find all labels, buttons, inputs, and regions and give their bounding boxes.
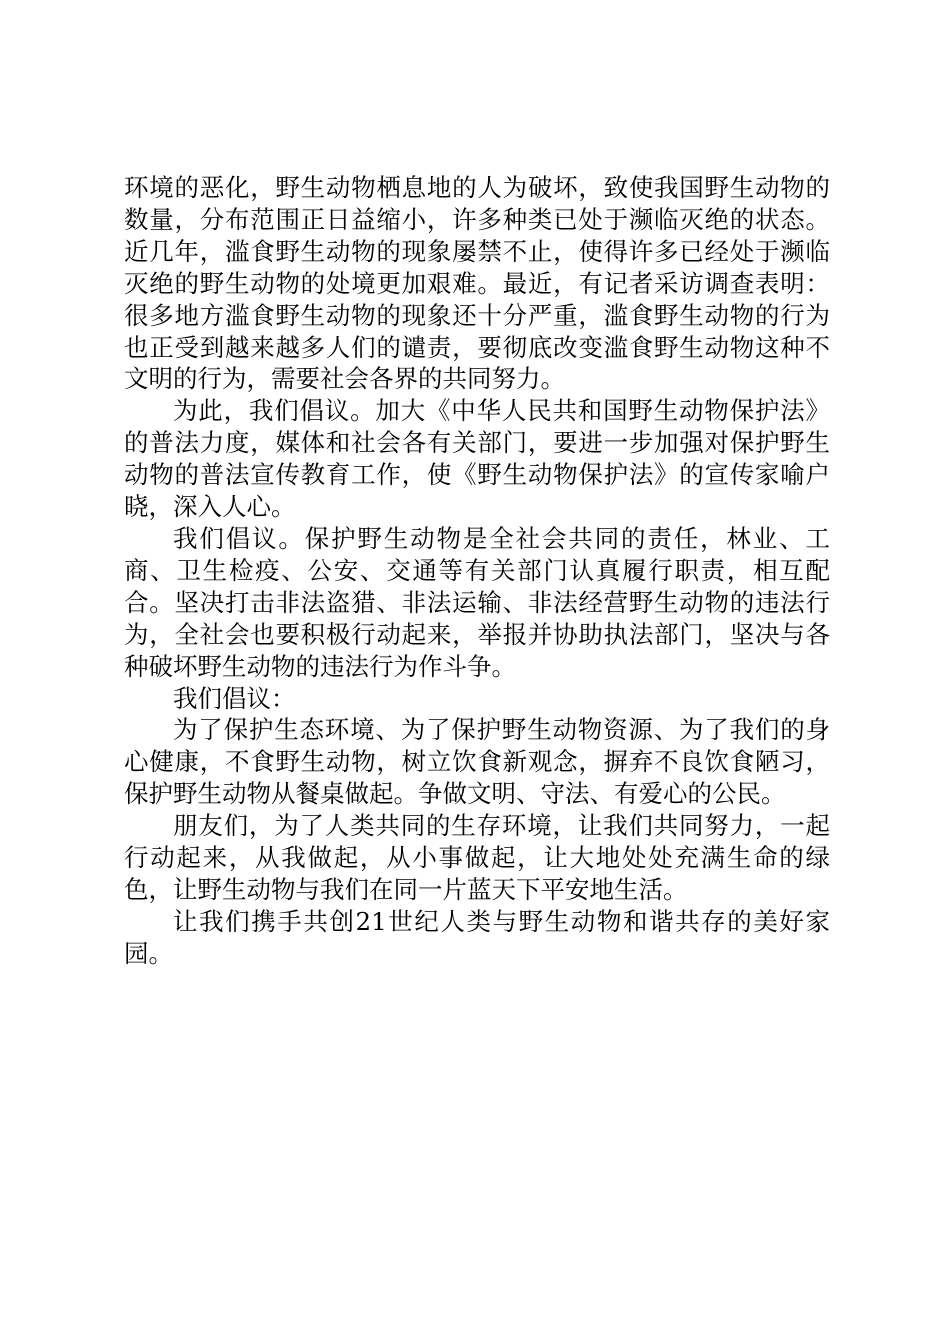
paragraph-7: 让我们携手共创21世纪人类与野生动物和谐共存的美好家园。 xyxy=(124,906,830,968)
paragraph-3: 我们倡议。保护野生动物是全社会共同的责任，林业、工商、卫生检疫、公安、交通等有关部门认真履行职责，相互配合。坚决打击非法盗猎、非法运输、非法经营野生动物的违法行为，全社会也要积极行动起来，举报并协助执法部门，坚决与各种破坏野生动物的违法行为作斗争。 xyxy=(124,523,830,681)
document-body xyxy=(124,172,830,970)
paragraph-6: 朋友们，为了人类共同的生存环境，让我们共同努力，一起行动起来，从我做起，从小事做起，让大地处处充满生命的绿色，让野生动物与我们在同一片蓝天下平安地生活。 xyxy=(124,811,830,904)
paragraph-1: 环境的恶化，野生动物栖息地的人为破坏，致使我国野生动物的数量，分布范围正日益缩小，许多种类已处于濒临灭绝的状态。近几年，滥食野生动物的现象屡禁不止，使得许多已经处于濒临灭绝的野生动物的处境更加艰难。最近，有记者采访调查表明：很多地方滥食野生动物的现象还十分严重，滥食野生动物的行为也正受到越来越多人们的谴责，要彻底改变滥食野生动物这种不文明的行为，需要社会各界的共同努力。 xyxy=(124,173,830,394)
paragraph-4: 我们倡议： xyxy=(173,683,296,713)
paragraph-5: 为了保护生态环境、为了保护野生动物资源、为了我们的身心健康，不食野生动物，树立饮食新观念，摒弃不良饮食陋习，保护野生动物从餐桌做起。争做文明、守法、有爱心的公民。 xyxy=(124,715,830,809)
paragraph-2: 为此，我们倡议。加大《中华人民共和国野生动物保护法》的普法力度，媒体和社会各有关部门，要进一步加强对保护野生动物的普法宣传教育工作，使《野生动物保护法》的宣传家喻户晓，深入人心。 xyxy=(124,396,830,522)
